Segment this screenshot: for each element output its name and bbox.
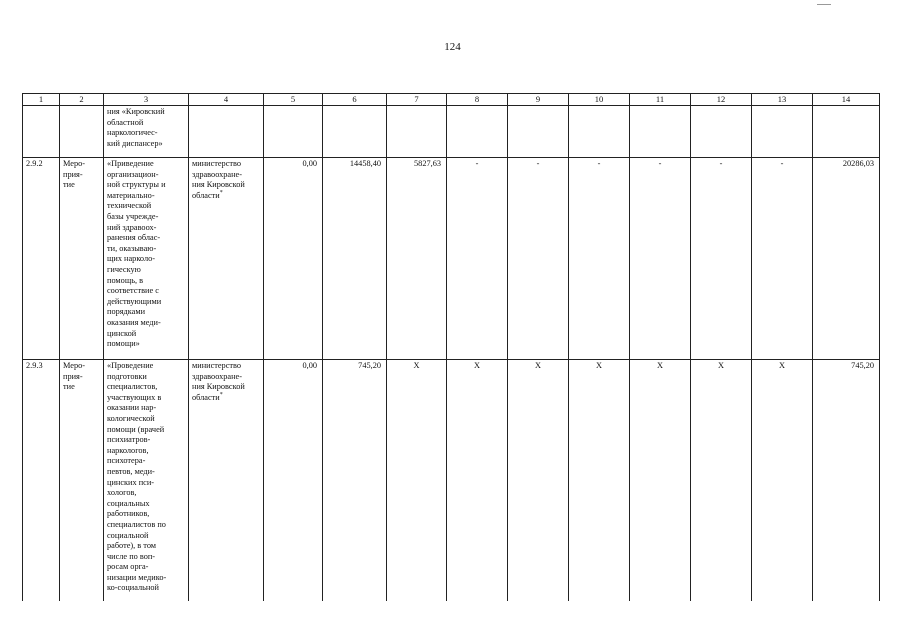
cell-value: X: [447, 360, 508, 602]
cell-type: Меро- прия- тие: [60, 158, 104, 360]
footnote-mark: *: [219, 190, 223, 197]
cell-code: [23, 106, 60, 158]
budget-table: [22, 93, 880, 601]
cell-value: [323, 106, 387, 158]
table-row-continuation: [23, 106, 880, 158]
cell-value: -: [569, 158, 630, 360]
cell-value: [630, 106, 691, 158]
cell-value: X: [508, 360, 569, 602]
header-cell-11: 11: [630, 94, 691, 106]
header-cell-7: 7: [387, 94, 447, 106]
header-cell-5: 5: [264, 94, 323, 106]
cell-total: 20286,03: [813, 158, 880, 360]
cell-value: -: [447, 158, 508, 360]
cell-type: Меро- прия- тие: [60, 360, 104, 602]
footnote-mark: *: [219, 392, 223, 399]
cell-value: X: [569, 360, 630, 602]
cell-code: 2.9.3: [23, 360, 60, 602]
cell-executor: [189, 360, 264, 602]
cell-type: [60, 106, 104, 158]
header-cell-1: 1: [23, 94, 60, 106]
cell-code: 2.9.2: [23, 158, 60, 360]
header-cell-4: 4: [189, 94, 264, 106]
header-cell-2: 2: [60, 94, 104, 106]
header-cell-14: 14: [813, 94, 880, 106]
header-row: [23, 94, 880, 106]
cell-total: [813, 106, 880, 158]
cell-value: X: [387, 360, 447, 602]
scan-mark: [817, 4, 831, 5]
executor-text: министерство здравоохране- ния Кировской области: [192, 159, 245, 200]
page-number: 124: [444, 41, 461, 53]
cell-value: 0,00: [264, 360, 323, 602]
header-cell-3: 3: [104, 94, 189, 106]
cell-value: [752, 106, 813, 158]
cell-value: -: [630, 158, 691, 360]
cell-description: «Проведение подготовки специалистов, участвующих в оказании нар- кологической помощи (врачей психиатров- наркологов, психотера- певтов, меди- цинских пси- хологов, социальных работников, специалистов по социальной работе), в том числе по воп- росам орга- низации медико- ко-социальной: [104, 360, 189, 602]
cell-value: 0,00: [264, 158, 323, 360]
cell-value: X: [691, 360, 752, 602]
executor-text: министерство здравоохране- ния Кировской области: [192, 361, 245, 402]
cell-value: [447, 106, 508, 158]
header-cell-10: 10: [569, 94, 630, 106]
header-cell-9: 9: [508, 94, 569, 106]
cell-value: [387, 106, 447, 158]
header-cell-12: 12: [691, 94, 752, 106]
cell-value: X: [752, 360, 813, 602]
cell-value: 5827,63: [387, 158, 447, 360]
cell-value: -: [508, 158, 569, 360]
cell-value: 14458,40: [323, 158, 387, 360]
cell-value: [508, 106, 569, 158]
cell-value: X: [630, 360, 691, 602]
cell-value: -: [691, 158, 752, 360]
cell-value: [691, 106, 752, 158]
cell-value: [264, 106, 323, 158]
cell-value: 745,20: [323, 360, 387, 602]
cell-description: ния «Кировский областной наркологичес- кий диспансер»: [104, 106, 189, 158]
header-cell-8: 8: [447, 94, 508, 106]
table-row-2-9-3: [23, 360, 880, 602]
header-cell-6: 6: [323, 94, 387, 106]
cell-description: «Приведение организацион- ной структуры и материально- технической базы учрежде- ний здравоох- ранения облас- ти, оказываю- щих нарколо- гическую помощь, в соответствие с действующими порядками оказания меди- цинской помощи»: [104, 158, 189, 360]
cell-value: -: [752, 158, 813, 360]
cell-total: 745,20: [813, 360, 880, 602]
cell-executor: [189, 158, 264, 360]
table-row-2-9-2: [23, 158, 880, 360]
cell-value: [569, 106, 630, 158]
cell-executor: [189, 106, 264, 158]
header-cell-13: 13: [752, 94, 813, 106]
